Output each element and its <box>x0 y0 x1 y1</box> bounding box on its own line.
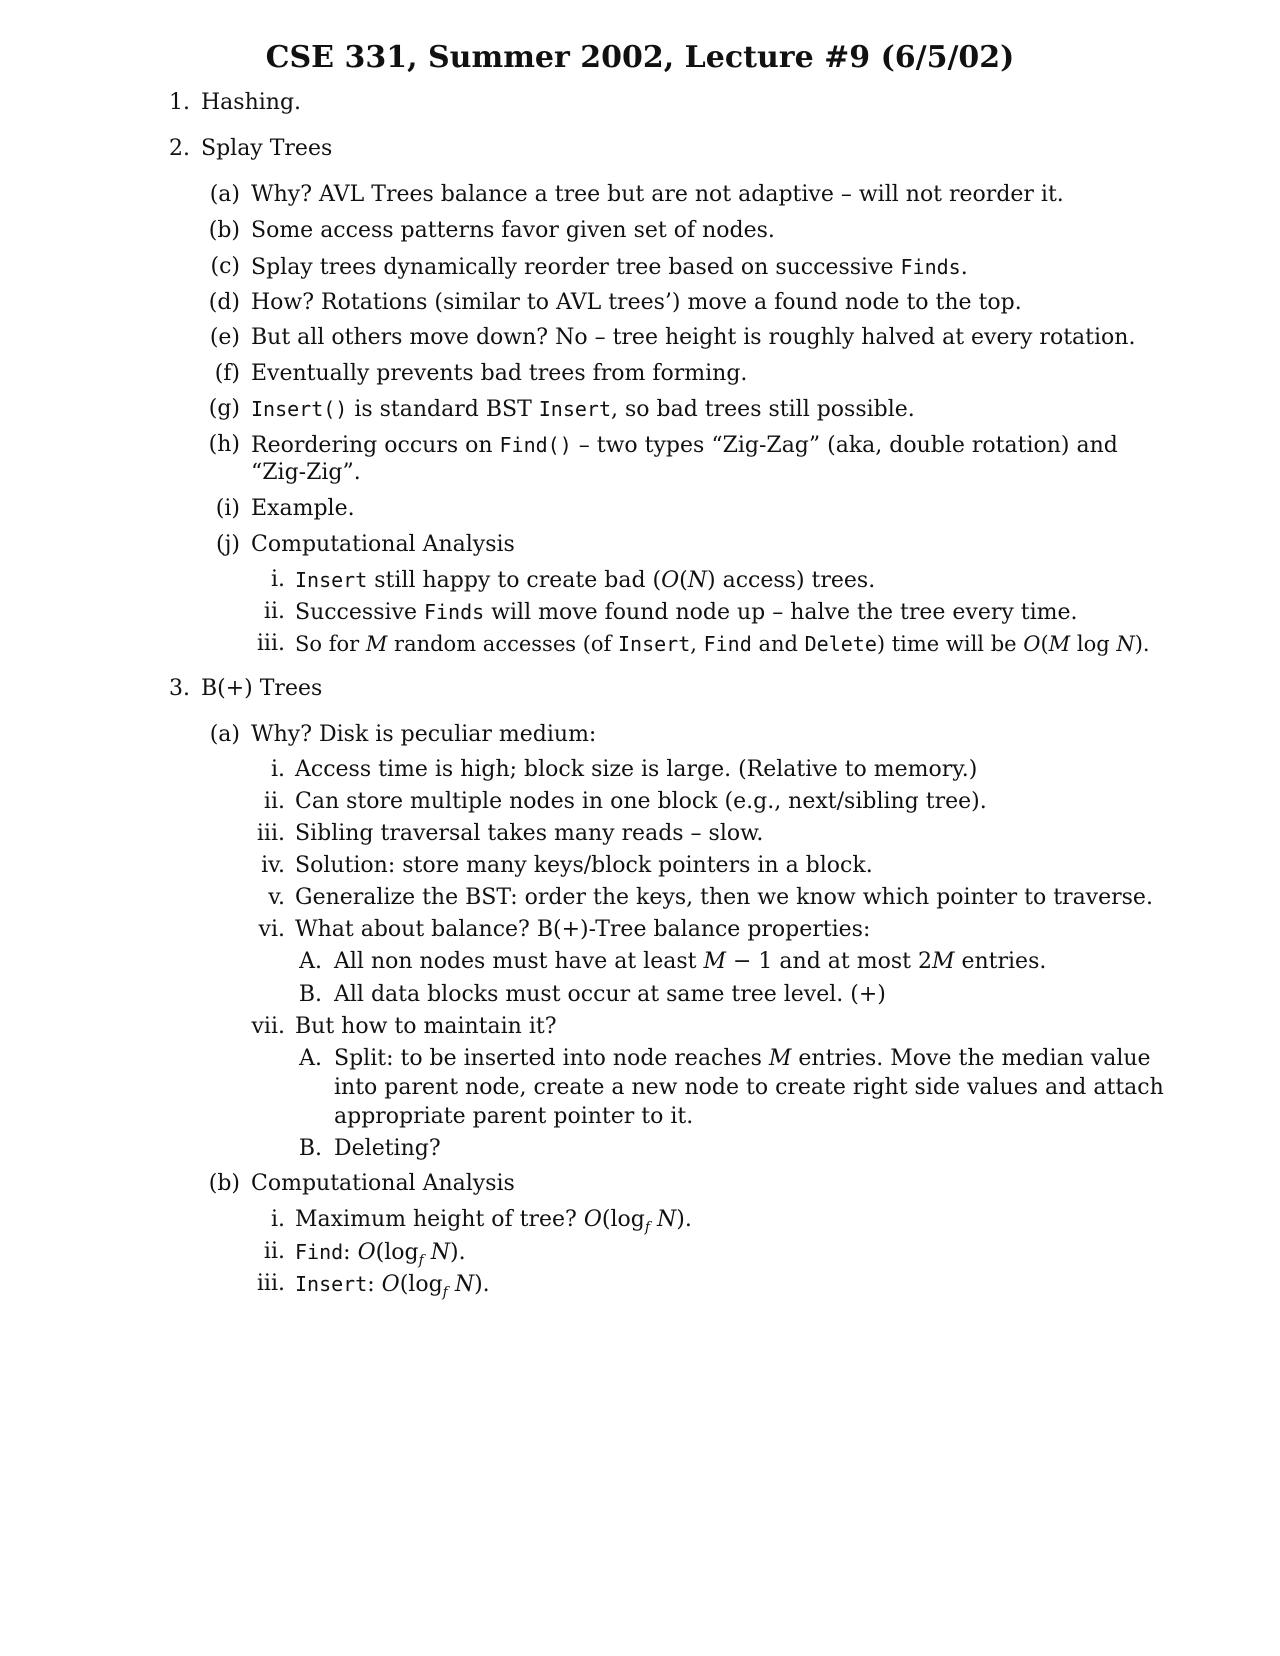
item-3a-i-text: Access time is high; block size is large. (Relative to memory.) <box>295 757 978 782</box>
code-finds: Finds <box>900 255 961 279</box>
item-3a-v-text: Generalize the BST: order the keys, then we know which pointer to traverse. <box>295 885 1153 910</box>
item-2h-text-cont: “Zig-Zig”. <box>251 460 361 485</box>
item-2j-ii-label: ii. <box>263 599 285 624</box>
item-2j-text: Computational Analysis <box>251 532 515 557</box>
item-3b-i-label: i. <box>270 1207 285 1232</box>
item-2i-label: (i) <box>215 496 240 521</box>
page-title: CSE 331, Summer 2002, Lecture #9 (6/5/02) <box>265 40 1015 75</box>
item-3a-label: (a) <box>209 722 240 747</box>
item-3a-vi-B-label: B. <box>298 982 322 1007</box>
item-3a-vii-A-label: A. <box>299 1046 322 1071</box>
item-2j-iii-label: iii. <box>256 631 285 656</box>
item-3b-label: (b) <box>208 1171 240 1196</box>
item-2j-label: (j) <box>216 532 240 557</box>
item-3a-vii-A-text-cont-1: into parent node, create a new node to create right side values and attach <box>334 1075 1164 1100</box>
item-2h-label: (h) <box>208 432 240 457</box>
item-3a-iv-label: iv. <box>261 853 285 878</box>
item-3a-vii-text: But how to maintain it? <box>295 1014 557 1039</box>
item-3a-i-label: i. <box>270 757 285 782</box>
item-3a-vii-label: vii. <box>251 1014 285 1039</box>
item-2b-text: Some access patterns favor given set of nodes. <box>251 218 775 243</box>
item-2c-text: Splay trees dynamically reorder tree based on successive Finds. <box>251 255 968 280</box>
item-3a-vi-label: vi. <box>258 917 285 942</box>
item-3a-iii-text: Sibling traversal takes many reads – slow. <box>295 821 764 846</box>
item-2a-label: (a) <box>209 182 240 207</box>
item-3a-vii-B-label: B. <box>298 1136 322 1161</box>
item-3b-iii-label: iii. <box>256 1271 285 1296</box>
item-2e-label: (e) <box>209 325 240 350</box>
item-2j-i-label: i. <box>270 567 285 592</box>
item-2j-i-text: Insert still happy to create bad (O(N) access) trees. <box>295 568 876 593</box>
item-3a-vi-A-label: A. <box>299 949 322 974</box>
section-2-heading: Splay Trees <box>201 136 333 161</box>
item-3a-iv-text: Solution: store many keys/block pointers in a block. <box>295 853 873 878</box>
item-3b-i-text: Maximum height of tree? $O(\log_f$ N). <box>295 1207 692 1236</box>
item-3a-v-label: v. <box>268 885 285 910</box>
item-2e-text: But all others move down? No – tree height is roughly halved at every rotation. <box>251 325 1136 350</box>
section-3-label: 3. <box>169 676 190 701</box>
item-3a-iii-label: iii. <box>256 821 285 846</box>
item-2f-label: (f) <box>214 361 240 386</box>
item-3b-text: Computational Analysis <box>251 1171 515 1196</box>
item-2j-iii-text: So for M random accesses (of Insert, Find and Delete) time will be O(M log N). <box>295 632 1150 656</box>
item-2i-text: Example. <box>251 496 355 521</box>
item-3a-ii-text: Can store multiple nodes in one block (e.g., next/sibling tree). <box>295 789 987 814</box>
section-1-label: 1. <box>169 90 190 115</box>
item-3b-ii-label: ii. <box>263 1239 285 1264</box>
item-2c-label: (c) <box>210 254 240 279</box>
item-2d-text: How? Rotations (similar to AVL trees’) move a found node to the top. <box>251 290 1022 315</box>
section-2-label: 2. <box>169 136 190 161</box>
item-2j-ii-text: Successive Finds will move found node up – halve the tree every time. <box>295 600 1078 625</box>
item-2g-label: (g) <box>208 396 240 421</box>
item-2d-label: (d) <box>208 290 240 315</box>
item-3a-vi-text: What about balance? B(+)-Tree balance properties: <box>295 917 871 942</box>
item-2a-text: Why? AVL Trees balance a tree but are not adaptive – will not reorder it. <box>251 182 1064 207</box>
section-3-heading: B(+) Trees <box>201 676 323 701</box>
item-3a-vii-A-text-cont-2: appropriate parent pointer to it. <box>334 1104 694 1129</box>
item-2h-text: Reordering occurs on Find() – two types “Zig-Zag” (aka, double rotation) and <box>251 433 1118 458</box>
item-3a-ii-label: ii. <box>263 789 285 814</box>
item-3a-text: Why? Disk is peculiar medium: <box>251 722 597 747</box>
item-3a-vii-B-text: Deleting? <box>334 1136 441 1161</box>
item-2f-text: Eventually prevents bad trees from forming. <box>251 361 748 386</box>
item-3a-vii-A-text: Split: to be inserted into node reaches M entries. Move the median value <box>334 1046 1151 1071</box>
item-2b-label: (b) <box>208 218 240 243</box>
item-3b-ii-text: Find: $O(\log_f$ N). <box>295 1240 466 1269</box>
item-3a-vi-A-text: All non nodes must have at least M − 1 and at most 2M entries. <box>334 949 1047 974</box>
item-2g-text: Insert() is standard BST Insert, so bad trees still possible. <box>251 397 915 422</box>
section-1-heading: Hashing. <box>201 90 302 115</box>
item-3b-iii-text: Insert: $O(\log_f$ N). <box>295 1272 490 1301</box>
item-3a-vi-B-text: All data blocks must occur at same tree level. (+) <box>334 982 886 1007</box>
